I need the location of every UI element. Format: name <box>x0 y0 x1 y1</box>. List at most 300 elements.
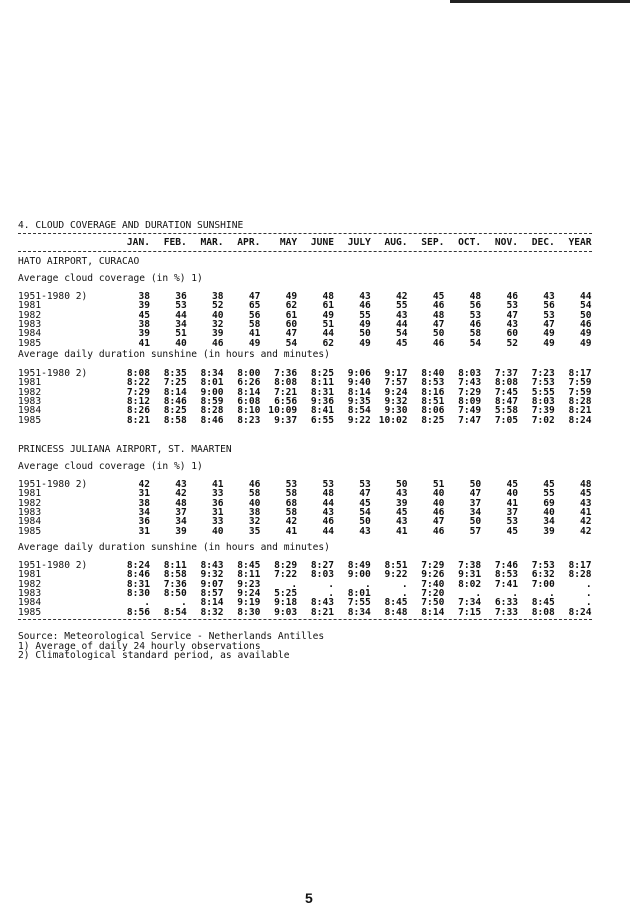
table-cell: 7:00 <box>531 578 555 590</box>
table-cell: 9:22 <box>347 414 371 426</box>
table-cell: 48 <box>322 488 334 500</box>
table-cell: 9:35 <box>347 395 371 407</box>
table-cell: 54 <box>396 328 408 340</box>
table-cell: 49 <box>580 328 592 340</box>
table-cell: 5:55 <box>531 386 555 398</box>
table-cell: 52 <box>506 337 518 349</box>
footnote: Source: Meteorological Service - Netherlands Antilles <box>18 631 325 642</box>
table-cell: 8:17 <box>568 560 592 571</box>
table-cell: 51 <box>175 328 187 340</box>
table-cell: 9:26 <box>421 569 445 581</box>
table-cell: 8:21 <box>568 405 592 417</box>
table-cell: 62 <box>322 337 334 349</box>
table-cell: 45 <box>359 497 371 509</box>
table-cell: 40 <box>248 497 261 509</box>
table-cell: 39 <box>138 328 150 340</box>
table-cell: 7:22 <box>274 569 298 581</box>
table-cell: 8:11 <box>163 560 187 571</box>
block-title: Average daily duration sunshine (in hours and minutes) <box>18 542 330 553</box>
table-cell: 43 <box>396 488 408 500</box>
table-cell: 46 <box>580 318 592 330</box>
table-cell: 7:29 <box>126 386 150 398</box>
table-cell: 51 <box>322 318 334 330</box>
table-cell: 7:21 <box>274 386 298 398</box>
section-title: 4. CLOUD COVERAGE AND DURATION SUNSHINE <box>18 220 244 231</box>
table-cell: 34 <box>543 516 555 528</box>
table-cell: 7:25 <box>163 377 187 389</box>
table-cell: 35 <box>248 525 261 537</box>
table-cell: 60 <box>285 318 298 330</box>
table-cell: 8:51 <box>421 395 445 407</box>
table-cell: 43 <box>322 506 334 518</box>
table-cell: 49 <box>322 309 334 321</box>
table-cell: 47 <box>543 318 555 330</box>
table-cell: 7:34 <box>458 597 482 609</box>
station-name: HATO AIRPORT, CURACAO <box>18 256 140 267</box>
table-cell: 5:25 <box>274 587 298 599</box>
table-cell: 8:17 <box>568 368 592 379</box>
scan-edge-bar <box>450 0 630 3</box>
table-cell: 58 <box>285 488 298 500</box>
table-cell: 8:00 <box>237 368 261 379</box>
table-cell: 47 <box>248 291 261 302</box>
table-cell: 46 <box>322 516 334 528</box>
table-cell: 47 <box>432 516 445 528</box>
block-title: Average daily duration sunshine (in hours and minutes) <box>18 349 330 360</box>
table-cell: 46 <box>248 479 261 490</box>
row-label: 1982 <box>18 386 42 398</box>
table-cell: 40 <box>212 525 224 537</box>
table-cell: 8:08 <box>126 368 150 379</box>
table-cell: 7:53 <box>531 377 555 389</box>
table-cell: 8:57 <box>200 587 224 599</box>
table-cell: 36 <box>175 291 187 302</box>
table-cell: 8:08 <box>494 377 518 389</box>
table-row <box>18 608 592 618</box>
table-cell: 37 <box>175 506 187 518</box>
table-cell: 34 <box>175 318 187 330</box>
table-cell: 52 <box>212 300 224 312</box>
table-cell: 10:02 <box>378 414 408 426</box>
table-cell: 53 <box>543 309 555 321</box>
table-cell: . <box>328 587 334 599</box>
table-cell: 7:39 <box>531 405 555 417</box>
table-cell: 39 <box>175 525 187 537</box>
table-cell: 8:25 <box>310 368 334 379</box>
table-cell: . <box>144 597 150 609</box>
table-cell: 41 <box>248 328 261 340</box>
table-cell: 48 <box>175 497 187 509</box>
table-cell: 7:38 <box>458 560 482 571</box>
table-cell: 42 <box>285 516 298 528</box>
table-cell: 38 <box>212 291 224 302</box>
table-cell: 9:19 <box>237 597 261 609</box>
table-cell: 44 <box>322 525 334 537</box>
table-cell: 45 <box>506 525 518 537</box>
table-cell: 8:24 <box>126 560 150 571</box>
table-cell: 47 <box>506 309 518 321</box>
block-title: Average cloud coverage (in %) 1) <box>18 273 203 284</box>
column-header: NOV. <box>494 237 518 248</box>
table-cell: 41 <box>285 525 298 537</box>
column-header: JULY <box>347 237 371 248</box>
table-cell: 39 <box>396 497 408 509</box>
table-cell: 50 <box>469 516 482 528</box>
table-cell: 7:49 <box>458 405 482 417</box>
table-cell: 42 <box>138 479 150 490</box>
footnote: 2) Climatological standard period, as available <box>18 650 290 661</box>
table-cell: 41 <box>212 479 224 490</box>
table-cell: 6:08 <box>237 395 261 407</box>
table-cell: 53 <box>322 479 334 490</box>
table-cell: . <box>549 587 555 599</box>
row-label: 1985 <box>18 414 42 426</box>
table-cell: 8:45 <box>384 597 408 609</box>
table-cell: 46 <box>432 525 445 537</box>
table-cell: 8:34 <box>200 368 224 379</box>
row-label: 1984 <box>18 328 42 340</box>
table-cell: 38 <box>138 291 150 302</box>
table-cell: 7:15 <box>458 606 482 618</box>
table-cell: 49 <box>359 337 371 349</box>
row-label: 1981 <box>18 377 42 389</box>
table-cell: 8:14 <box>421 606 445 618</box>
table-cell: 8:54 <box>347 405 371 417</box>
table-cell: 8:43 <box>310 597 334 609</box>
table-cell: 32 <box>248 516 261 528</box>
table-cell: 39 <box>138 300 150 312</box>
table-cell: 65 <box>248 300 261 312</box>
table-cell: 8:47 <box>494 395 518 407</box>
table-cell: 43 <box>359 291 371 302</box>
table-cell: 8:46 <box>126 569 150 581</box>
table-cell: 9:23 <box>237 578 261 590</box>
table-cell: 8:58 <box>163 569 187 581</box>
table-cell: 6:55 <box>310 414 334 426</box>
row-label: 1981 <box>18 488 42 500</box>
table-cell: 8:32 <box>200 606 224 618</box>
column-header: JAN. <box>126 237 150 248</box>
table-cell: 38 <box>248 506 261 518</box>
table-cell: 8:31 <box>126 578 150 590</box>
table-cell: 49 <box>580 337 592 349</box>
table-cell: 53 <box>285 479 298 490</box>
table-cell: 41 <box>580 506 592 518</box>
row-label: 1983 <box>18 318 42 330</box>
table-cell: 54 <box>285 337 298 349</box>
table-cell: 8:03 <box>310 569 334 581</box>
table-cell: 46 <box>432 300 445 312</box>
table-cell: 10:09 <box>268 405 298 417</box>
table-cell: 53 <box>506 516 518 528</box>
table-cell: 56 <box>469 300 482 312</box>
table-cell: 9:37 <box>274 414 298 426</box>
table-cell: 44 <box>322 497 334 509</box>
table-cell: 8:54 <box>163 606 187 618</box>
table-cell: 42 <box>580 516 592 528</box>
table-cell: 9:30 <box>384 405 408 417</box>
table-cell: 9:40 <box>347 377 371 389</box>
table-cell: 37 <box>506 506 518 518</box>
table-cell: 7:59 <box>568 386 592 398</box>
row-label: 1951-1980 2) <box>18 479 88 490</box>
table-cell: . <box>328 578 334 590</box>
table-cell: 39 <box>543 525 555 537</box>
table-cell: 42 <box>580 525 592 537</box>
page-number: 5 <box>305 890 313 906</box>
table-cell: 8:53 <box>421 377 445 389</box>
column-header: DEC. <box>531 237 555 248</box>
table-cell: 7:23 <box>531 368 555 379</box>
row-label: 1951-1980 2) <box>18 368 88 379</box>
table-cell: 7:20 <box>421 587 445 599</box>
table-row <box>18 339 592 349</box>
table-cell: 49 <box>543 337 555 349</box>
table-cell: 8:45 <box>237 560 261 571</box>
table-cell: 8:08 <box>274 377 298 389</box>
table-cell: 8:24 <box>568 414 592 426</box>
table-cell: 8:45 <box>531 597 555 609</box>
table-cell: 8:59 <box>200 395 224 407</box>
table-cell: 69 <box>543 497 555 509</box>
table-cell: 7:29 <box>421 560 445 571</box>
table-cell: 41 <box>396 525 408 537</box>
table-cell: 36 <box>212 497 224 509</box>
table-cell: . <box>181 597 187 609</box>
table-cell: 9:17 <box>384 368 408 379</box>
table-cell: 43 <box>396 516 408 528</box>
table-cell: 33 <box>212 516 224 528</box>
table-cell: 46 <box>506 291 518 302</box>
table-cell: 8:41 <box>310 405 334 417</box>
divider <box>18 619 592 620</box>
table-cell: 8:28 <box>568 395 592 407</box>
table-cell: 7:43 <box>458 377 482 389</box>
table-cell: 50 <box>469 479 482 490</box>
table-cell: 31 <box>138 488 150 500</box>
table-cell: 8:29 <box>274 560 298 571</box>
table-cell: 8:12 <box>126 395 150 407</box>
table-cell: 8:24 <box>568 606 592 618</box>
table-cell: 7:50 <box>421 597 445 609</box>
table-cell: 9:03 <box>274 606 298 618</box>
table-cell: 8:28 <box>200 405 224 417</box>
table-cell: 8:40 <box>421 368 445 379</box>
table-cell: 36 <box>138 516 150 528</box>
table-cell: 8:06 <box>421 405 445 417</box>
table-cell: 43 <box>543 291 555 302</box>
table-cell: 51 <box>432 479 445 490</box>
table-cell: 53 <box>175 300 187 312</box>
table-cell: 57 <box>469 525 482 537</box>
divider <box>18 233 592 234</box>
block-title: Average cloud coverage (in %) 1) <box>18 461 203 472</box>
table-cell: 48 <box>432 309 445 321</box>
table-cell: 61 <box>285 309 298 321</box>
column-header: APR. <box>237 237 261 248</box>
table-cell: 8:58 <box>163 414 187 426</box>
table-cell: 40 <box>432 497 445 509</box>
table-cell: 34 <box>469 506 482 518</box>
table-cell: 40 <box>506 488 518 500</box>
table-cell: 50 <box>580 309 592 321</box>
table-cell: 54 <box>580 300 592 312</box>
column-header: SEP. <box>421 237 445 248</box>
table-cell: 9:24 <box>237 587 261 599</box>
table-cell: 60 <box>506 328 518 340</box>
table-cell: 7:53 <box>531 560 555 571</box>
table-cell: . <box>585 578 592 590</box>
row-label: 1951-1980 2) <box>18 560 88 571</box>
table-cell: 33 <box>212 488 224 500</box>
table-cell: . <box>365 578 371 590</box>
table-cell: 46 <box>469 318 482 330</box>
row-label: 1981 <box>18 569 42 581</box>
table-cell: 49 <box>285 291 298 302</box>
table-cell: 7:36 <box>163 578 187 590</box>
table-cell: 47 <box>285 328 298 340</box>
table-cell: 8:22 <box>126 377 150 389</box>
table-cell: 37 <box>469 497 482 509</box>
table-cell: 9:32 <box>200 569 224 581</box>
row-label: 1984 <box>18 597 42 609</box>
table-cell: 49 <box>359 318 371 330</box>
table-cell: 8:01 <box>347 587 371 599</box>
table-cell: 7:40 <box>421 578 445 590</box>
row-label: 1981 <box>18 300 42 312</box>
row-label: 1982 <box>18 497 42 509</box>
table-cell: 34 <box>138 506 150 518</box>
table-cell: 45 <box>432 291 445 302</box>
table-cell: 61 <box>322 300 334 312</box>
table-cell: 31 <box>138 525 150 537</box>
table-cell: 8:23 <box>237 414 261 426</box>
row-label: 1983 <box>18 395 42 407</box>
table-cell: 58 <box>248 318 261 330</box>
table-cell: 8:46 <box>163 395 187 407</box>
table-cell: 44 <box>175 309 187 321</box>
table-cell: 6:26 <box>237 377 261 389</box>
table-cell: 9:07 <box>200 578 224 590</box>
table-cell: 55 <box>359 309 371 321</box>
table-cell: 40 <box>175 337 187 349</box>
table-cell: 7:37 <box>494 368 518 379</box>
table-cell: 8:25 <box>421 414 445 426</box>
row-label: 1983 <box>18 506 42 518</box>
row-label: 1985 <box>18 606 42 618</box>
table-cell: 44 <box>396 318 408 330</box>
table-cell: 8:03 <box>531 395 555 407</box>
table-cell: 8:14 <box>237 386 261 398</box>
table-cell: 8:25 <box>163 405 187 417</box>
table-cell: 9:00 <box>200 386 224 398</box>
row-label: 1951-1980 2) <box>18 291 88 302</box>
table-cell: 8:28 <box>568 569 592 581</box>
table-cell: 7:55 <box>347 597 371 609</box>
table-cell: 8:14 <box>347 386 371 398</box>
table-cell: 7:33 <box>494 606 518 618</box>
table-row <box>18 416 592 426</box>
table-cell: 7:59 <box>568 377 592 389</box>
column-header: JUNE <box>310 237 334 248</box>
table-cell: 8:56 <box>126 606 150 618</box>
table-cell: 8:14 <box>163 386 187 398</box>
table-cell: 7:36 <box>274 368 298 379</box>
table-cell: 7:46 <box>494 560 518 571</box>
table-row <box>18 527 592 537</box>
table-cell: 45 <box>396 506 408 518</box>
table-cell: 55 <box>543 488 555 500</box>
table-cell: 58 <box>248 488 261 500</box>
table-cell: 6:56 <box>274 395 298 407</box>
table-cell: 32 <box>212 318 224 330</box>
table-cell: 8:35 <box>163 368 187 379</box>
column-header: FEB. <box>163 237 187 248</box>
table-cell: 8:08 <box>531 606 555 618</box>
table-cell: 6:33 <box>494 597 518 609</box>
column-header: MAR. <box>200 237 224 248</box>
table-cell: 53 <box>359 479 371 490</box>
table-cell: 9:32 <box>384 395 408 407</box>
table-cell: 49 <box>248 337 261 349</box>
row-label: 1984 <box>18 405 42 417</box>
table-cell: 8:01 <box>200 377 224 389</box>
table-cell: 9:18 <box>274 597 298 609</box>
column-header: YEAR <box>568 237 592 248</box>
table-cell: 43 <box>506 318 518 330</box>
table-cell: 62 <box>285 300 298 312</box>
table-cell: 7:29 <box>458 386 482 398</box>
table-cell: 42 <box>175 488 187 500</box>
row-label: 1982 <box>18 578 42 590</box>
table-cell: . <box>585 597 592 609</box>
table-cell: 43 <box>359 525 371 537</box>
table-cell: 47 <box>432 318 445 330</box>
table-cell: 9:31 <box>458 569 482 581</box>
table-cell: 8:49 <box>347 560 371 571</box>
table-cell: 8:53 <box>494 569 518 581</box>
table-cell: 50 <box>359 328 371 340</box>
table-cell: . <box>475 587 482 599</box>
column-header: AUG. <box>384 237 408 248</box>
table-cell: 31 <box>212 506 224 518</box>
table-cell: 7:47 <box>458 414 482 426</box>
row-label: 1983 <box>18 587 42 599</box>
table-cell: 48 <box>469 291 482 302</box>
table-cell: 42 <box>396 291 408 302</box>
table-cell: 56 <box>543 300 555 312</box>
row-label: 1985 <box>18 525 42 537</box>
table-cell: 46 <box>212 337 224 349</box>
table-cell: 8:51 <box>384 560 408 571</box>
table-cell: 7:02 <box>531 414 555 426</box>
table-cell: 8:14 <box>200 597 224 609</box>
table-cell: 45 <box>506 479 518 490</box>
table-cell: 58 <box>285 506 298 518</box>
table-cell: . <box>291 578 298 590</box>
table-cell: 43 <box>175 479 187 490</box>
table-cell: 8:31 <box>310 386 334 398</box>
column-header: OCT. <box>458 237 482 248</box>
divider <box>18 251 592 252</box>
table-cell: 45 <box>396 337 408 349</box>
table-cell: 50 <box>432 328 445 340</box>
table-cell: 45 <box>138 309 150 321</box>
table-cell: . <box>585 587 592 599</box>
table-cell: 8:03 <box>458 368 482 379</box>
table-cell: 39 <box>212 328 224 340</box>
table-cell: 46 <box>359 300 371 312</box>
